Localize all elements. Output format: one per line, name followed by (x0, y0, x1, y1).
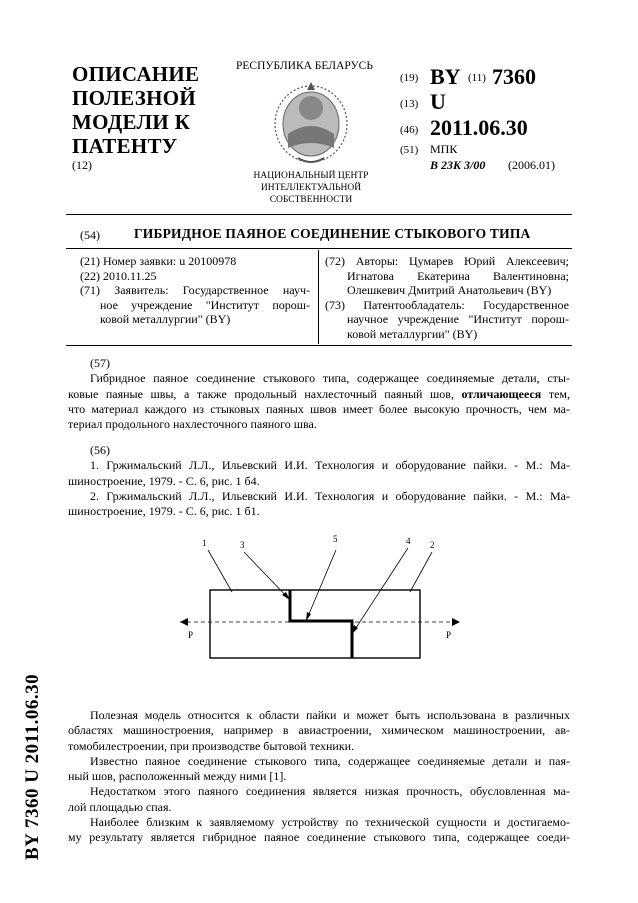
bib-line: (71) Заявитель: Государственное науч- (80, 283, 310, 297)
label-4: 4 (406, 536, 411, 546)
reference-line: шиностроение, 1979. - С. 6, рис. 1 б4. (68, 473, 260, 488)
code-13: (13) (400, 98, 419, 110)
body-line: ный шов, расположенный между ними [1]. (68, 769, 287, 784)
utility-model-title: ГИБРИДНОЕ ПАЯНОЕ СОЕДИНЕНИЕ СТЫКОВОГО ТИПА (134, 226, 531, 241)
org-line: СОБСТВЕННОСТИ (269, 195, 353, 205)
label-2: 2 (430, 540, 435, 550)
reference-line: 2. Гржимальский Л.Л., Ильевский И.И. Технология и оборудование пайки. - М.: Ма- (90, 488, 570, 503)
body-line: Недостатком этого паяного соединения является низкая прочность, обусловленная ма- (90, 784, 570, 799)
leader-line-1 (208, 550, 232, 592)
bib-line: научное учреждение "Институт порош- (347, 312, 569, 326)
country-code: BY (430, 64, 461, 89)
bib-line: Игнатова Екатерина Валентиновна; (347, 268, 569, 283)
bib-line: (21) Номер заявки: u 20100978 (80, 254, 237, 268)
title-line: ПОЛЕЗНОЙ (72, 86, 197, 110)
braze-seam (290, 590, 352, 658)
bib-line: Олешкевич Дмитрий Анатольевич (BY) (347, 283, 552, 297)
leader-line-5 (306, 550, 336, 621)
mpk-version: (2006.01) (508, 158, 555, 172)
joint-diagram (170, 528, 470, 668)
arrow-right-icon (452, 618, 460, 626)
claim-block (68, 356, 570, 432)
body-line: Известно паяное соединение стыкового типа, содержащее соединяемые детали и пая- (90, 753, 570, 768)
reference-line: 1. Гржимальский Л.Л., Ильевский И.И. Технология и оборудование пайки. - М.: Ма- (90, 458, 570, 473)
body-line: томобилестроении, при производстве бытовой техники. (68, 738, 355, 753)
org-line: НАЦИОНАЛЬНЫЙ ЦЕНТР (253, 171, 369, 181)
patent-number: 7360 (492, 64, 536, 89)
national-center-label (236, 170, 386, 206)
body-line: Наиболее близким к заявляемому устройству по технической сущности и достигаемо- (90, 815, 570, 830)
mpk-label: МПК (430, 142, 458, 156)
publication-date: 2011.06.30 (430, 115, 528, 140)
force-label-left: P (188, 630, 194, 640)
code-51: (51) (400, 144, 419, 156)
divider (66, 248, 572, 249)
org-line: ИНТЕЛЛЕКТУАЛЬНОЙ (260, 183, 362, 193)
label-5: 5 (333, 534, 338, 544)
state-emblem-icon (268, 78, 354, 166)
code-11: (11) (468, 72, 486, 84)
claim-text: тем, (541, 386, 570, 401)
arrow-left-icon (180, 618, 188, 626)
divider (66, 214, 572, 215)
claim-keyword: отличающееся (461, 386, 542, 401)
bib-line: ковой металлургии" (BY) (347, 326, 478, 341)
claim-line: Гибридное паяное соединение стыкового типа, содержащее соединяемые детали, сты- (90, 371, 570, 386)
claim-line-2 (68, 387, 570, 402)
bib-line: (22) 2010.11.25 (80, 268, 157, 283)
code-12: (12) (72, 158, 92, 172)
claim-line: что материал каждого из стыковых паяных швов имеет более высокую прочность, чем ма- (68, 401, 570, 416)
title-line: МОДЕЛИ К (72, 110, 191, 134)
bib-line: ковой металлургии" (BY) (100, 312, 231, 326)
code-46: (46) (400, 124, 419, 136)
mpk-class: B 23K 3/00 (430, 158, 486, 172)
reference-line: шиностроение, 1979. - С. 6, рис. 1 б1. (68, 504, 260, 519)
title-line: ПАТЕНТУ (72, 134, 178, 158)
divider (66, 345, 572, 346)
bib-line: (72) Авторы: Цумарев Юрий Алексеевич; (325, 254, 569, 268)
bib-line: (73) Патентообладатель: Государственное (325, 297, 569, 312)
code-19: (19) (400, 72, 419, 84)
body-line: Полезная модель относится к области пайки и может быть использована в различных (90, 708, 570, 722)
republic-label: РЕСПУБЛИКА БЕЛАРУСЬ (236, 60, 373, 72)
claim-text: ковые паяные швы, а также продольный нахлесточный паяный шов, (68, 386, 462, 401)
column-divider (318, 250, 319, 344)
description-body (68, 708, 570, 846)
document-title (72, 62, 199, 158)
leader-line-4 (352, 548, 408, 634)
kind-code: U (430, 89, 446, 114)
body-line: му результату является гибридное паяное соединение стыкового типа, содержащее соеди- (68, 830, 570, 845)
references-block (68, 443, 570, 519)
claim-code: (57) (90, 356, 110, 370)
label-1: 1 (202, 538, 207, 548)
label-3: 3 (240, 540, 245, 550)
body-line: областях машиностроения, например в авиастроении, химическом машиностроении, ав- (68, 723, 570, 738)
code-54: (54) (80, 228, 100, 242)
title-line: ОПИСАНИЕ (72, 62, 200, 86)
leader-line-2 (410, 552, 432, 592)
refs-code: (56) (90, 443, 110, 457)
bib-line: ное учреждение "Институт порош- (100, 297, 310, 312)
bib-left (80, 254, 310, 327)
force-label-right: P (446, 630, 452, 640)
leader-line-3 (244, 552, 290, 600)
side-margin-id: BY 7360 U 2011.06.30 (22, 673, 43, 860)
body-line: лой площадью спая. (68, 799, 172, 814)
claim-line: териал продольного нахлесточного паяного шва. (68, 417, 317, 432)
bib-right (325, 254, 569, 341)
